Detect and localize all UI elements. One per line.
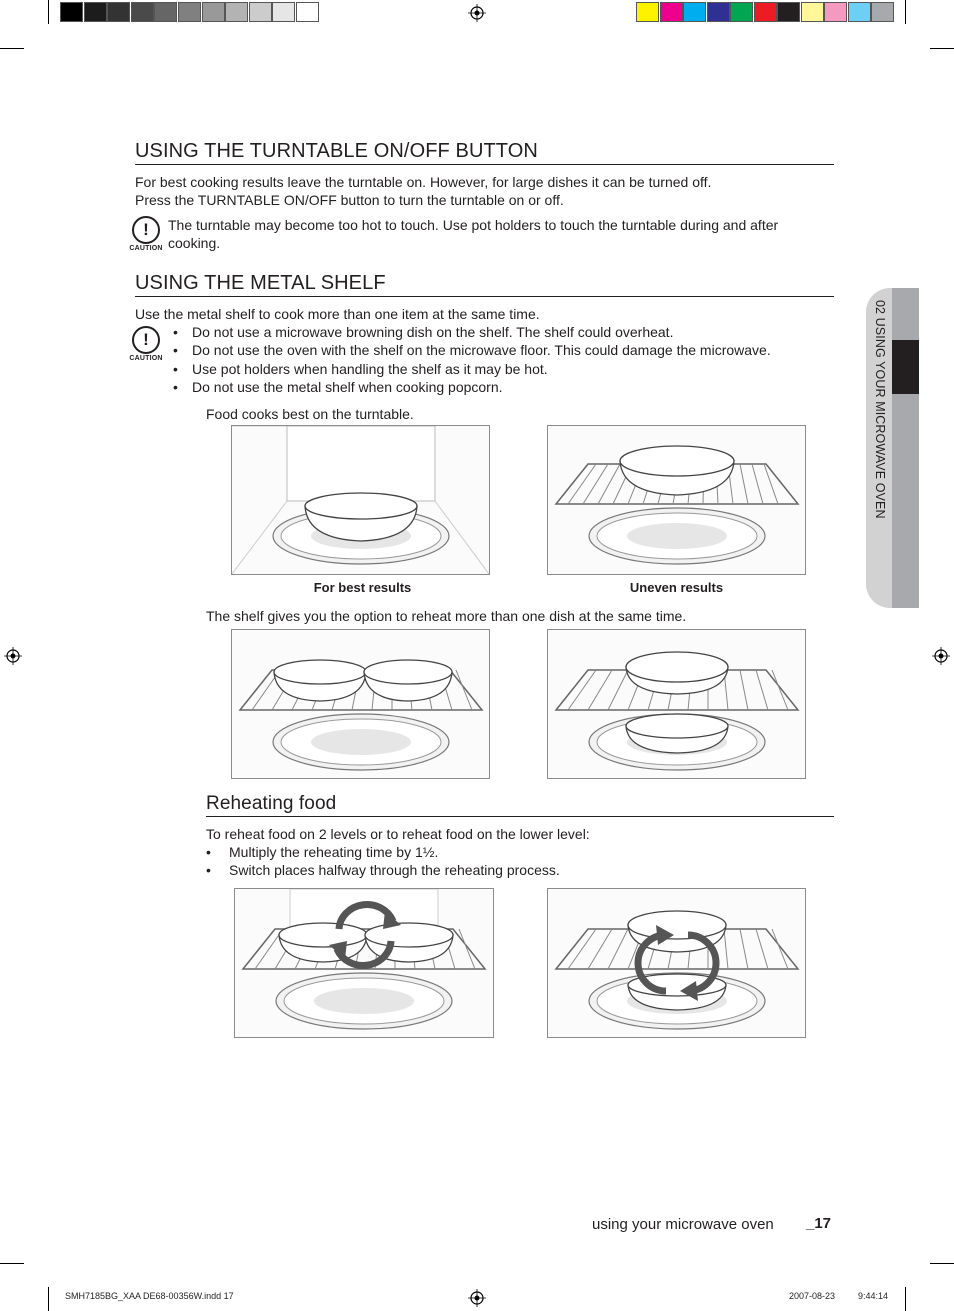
figure-uneven-results — [547, 425, 806, 575]
list-item: • Switch places halfway through the reheating process. — [206, 861, 806, 879]
calibration-swatch — [202, 2, 225, 22]
registration-mark-icon — [468, 4, 486, 22]
calibration-swatch — [249, 2, 272, 22]
section-title-reheating: Reheating food — [206, 793, 834, 817]
calibration-swatch — [707, 2, 730, 22]
calibration-swatch — [296, 2, 319, 22]
caution-icon: ! — [132, 216, 160, 244]
footer-time: 9:44:14 — [858, 1291, 889, 1301]
crop-mark — [0, 1263, 24, 1264]
calibration-swatch — [871, 2, 894, 22]
chapter-side-text: 02 USING YOUR MICROWAVE OVEN — [873, 300, 887, 519]
section-title-turntable: USING THE TURNTABLE ON/OFF BUTTON — [135, 140, 834, 165]
calibration-swatch — [848, 2, 871, 22]
footer-section-label: using your microwave oven — [592, 1216, 774, 1233]
calibration-swatch — [131, 2, 154, 22]
caution-badge — [128, 326, 164, 362]
crop-mark — [48, 0, 49, 24]
caption-best-results: For best results — [313, 580, 412, 595]
calibration-swatch — [225, 2, 248, 22]
figure-two-dishes-on-shelf — [231, 629, 490, 779]
reheating-intro: To reheat food on 2 levels or to reheat food on the lower level: — [206, 826, 590, 842]
figure-switch-dishes-between-levels — [547, 888, 806, 1038]
figure-dish-on-shelf-and-turntable — [547, 629, 806, 779]
caution-label: CAUTION — [129, 245, 163, 252]
crop-mark — [48, 1287, 49, 1311]
crop-mark — [905, 1287, 906, 1311]
caution-icon: ! — [132, 326, 160, 354]
section-title-metal-shelf: USING THE METAL SHELF — [135, 272, 834, 297]
metal-shelf-intro: Use the metal shelf to cook more than one item at the same time. — [135, 306, 540, 322]
footer-date: 2007-08-23 — [789, 1291, 836, 1301]
calibration-swatch — [84, 2, 107, 22]
calibration-swatch — [660, 2, 683, 22]
chapter-marker — [892, 340, 919, 394]
crop-mark — [905, 0, 906, 24]
crop-mark — [0, 48, 24, 49]
calibration-swatch — [777, 2, 800, 22]
list-item: • Do not use the oven with the shelf on the microwave floor. This could damage the microwave. — [173, 341, 823, 359]
turntable-paragraph-1: For best cooking results leave the turntable on. However, for large dishes it can be turned off. — [135, 174, 712, 190]
figure-best-results — [231, 425, 490, 575]
turntable-paragraph-2: Press the TURNTABLE ON/OFF button to turn the turntable on or off. — [135, 192, 564, 208]
list-item: • Do not use a microwave browning dish on the shelf. The shelf could overheat. — [173, 323, 823, 341]
figure-switch-dishes-on-shelf — [234, 888, 494, 1038]
turntable-caution-text: The turntable may become too hot to touch. Use pot holders to touch the turntable during and after cooking. — [168, 217, 779, 251]
calibration-swatch — [801, 2, 824, 22]
caution-label: CAUTION — [129, 355, 163, 362]
list-item: • Use pot holders when handling the shelf as it may be hot. — [173, 360, 823, 378]
footer-page-number: _17 — [806, 1215, 832, 1232]
calibration-swatch — [730, 2, 753, 22]
calibration-swatch — [824, 2, 847, 22]
metal-shelf-caution-list — [173, 323, 823, 396]
calibration-swatch — [683, 2, 706, 22]
footer-file-name: SMH7185BG_XAA DE68-00356W.indd 17 — [65, 1291, 234, 1301]
registration-mark-icon — [468, 1289, 486, 1307]
calibration-swatch — [60, 2, 83, 22]
calibration-swatch — [754, 2, 777, 22]
calibration-swatch — [107, 2, 130, 22]
calibration-swatch — [178, 2, 201, 22]
list-item: • Do not use the metal shelf when cooking popcorn. — [173, 378, 823, 396]
registration-mark-icon — [4, 647, 22, 665]
list-item: • Multiply the reheating time by 1½. — [206, 843, 806, 861]
shelf-note: The shelf gives you the option to reheat more than one dish at the same time. — [206, 608, 687, 624]
caption-uneven-results: Uneven results — [629, 580, 724, 595]
calibration-swatch — [636, 2, 659, 22]
calibration-swatch — [272, 2, 295, 22]
registration-mark-icon — [932, 647, 950, 665]
caution-badge — [128, 216, 164, 252]
crop-mark — [930, 48, 954, 49]
crop-mark — [930, 1263, 954, 1264]
food-note: Food cooks best on the turntable. — [206, 406, 414, 422]
reheating-list — [206, 843, 806, 880]
calibration-swatch — [154, 2, 177, 22]
chapter-side-label — [866, 300, 892, 600]
